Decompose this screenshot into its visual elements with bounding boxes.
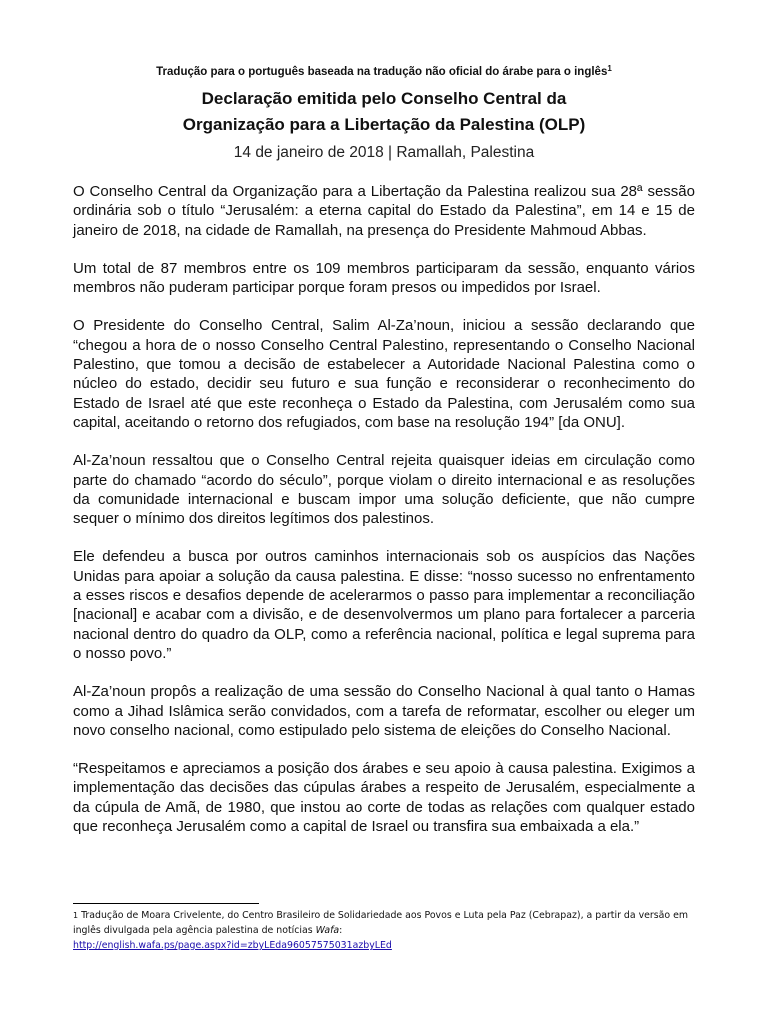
footnote (73, 908, 695, 953)
footnote-number: 1 (73, 911, 79, 920)
body-paragraph-6: Al-Za’noun propôs a realização de uma sessão do Conselho Nacional à qual tanto o Hamas como a Jihad Islâmica serão convidados, com a tarefa de reformatar, escolher ou eleger um novo conselho nacional, como estipulado pelo sistema de eleições do Conselho Nacional. (73, 683, 695, 739)
document-page (73, 64, 695, 855)
translation-note-text: Tradução para o português baseada na tradução não oficial do árabe para o inglês (156, 66, 608, 78)
dateline: 14 de janeiro de 2018 | Ramallah, Palestina (233, 144, 535, 161)
document-title-line-2: Organização para a Libertação da Palestina (OLP) (182, 115, 586, 134)
footnote-text-part-1: Tradução de Moara Crivelente, do Centro Brasileiro de Solidariedade aos Povos e Luta pela Paz (Cebrapaz), a partir da versão em inglês divulgada pela agência palestina de notícias (73, 910, 689, 936)
body-paragraph-3: O Presidente do Conselho Central, Salim Al-Za’noun, iniciou a sessão declarando que “chegou a hora de o nosso Conselho Central Palestino, representando o Conselho Nacional Palestino, que tomou a decisão de estabelecer a Autoridade Nacional Palestina como o núcleo do estado, decidir seu futuro e sua função e reconsiderar o reconhecimento do Estado de Israel até que este reconheça o Estado da Palestina, com Jerusalém como sua capital, aceitando o retorno dos refugiados, com base na resolução 194” [da ONU]. (73, 317, 695, 431)
body-paragraph-2: Um total de 87 membros entre os 109 membros participaram da sessão, enquanto vários membros não puderam participar porque foram presos ou impedidos por Israel. (73, 259, 695, 297)
body-paragraph-7: “Respeitamos e apreciamos a posição dos árabes e seu apoio à causa palestina. Exigimos a implementação das decisões das cúpulas árabes a respeito de Jerusalém, especialmente a da cúpula de Amã, de 1980, que instou ao corte de todas as relações com qualquer estado que reconheça Jerusalém como a capital de Israel ou transfira sua embaixada a ela.” (73, 760, 695, 836)
body-paragraph-4: Al-Za’noun ressaltou que o Conselho Central rejeita quaisquer ideias em circulação como parte do chamado “acordo do século”, porque violam o direito internacional e as resoluções da comunidade internacional e buscam impor uma solução deficiente, que não cumpre sequer o mínimo dos direitos legítimos dos palestinos. (73, 452, 695, 528)
footnote-divider (73, 903, 259, 904)
translation-note (73, 64, 695, 80)
body-paragraph-5: Ele defendeu a busca por outros caminhos internacionais sob os auspícios das Nações Unidas para apoiar a solução da causa palestina. E disse: “nosso sucesso no enfrentamento a esses riscos e desafios depende de acelerarmos o passo para implementar a reconciliação [nacional] e acabar com a divisão, e de desenvolvermos um plano para fortalecer a parceria nacional dentro do quadro da OLP, como a referência nacional, política e legal suprema para o nosso povo.” (73, 548, 695, 662)
document-title-line-1: Declaração emitida pelo Conselho Central da (201, 89, 567, 108)
footnote-source-link[interactable]: http://english.wafa.ps/page.aspx?id=zbyLEda96057575031azbyLEd (73, 940, 392, 951)
footnote-agency-name: Wafa (315, 925, 340, 936)
footnote-text-part-2: : (339, 925, 343, 936)
footnote-reference[interactable]: 1 (607, 64, 612, 73)
body-paragraph-1: O Conselho Central da Organização para a Libertação da Palestina realizou sua 28ª sessão ordinária sob o título “Jerusalém: a eterna capital do Estado da Palestina”, em 14 e 15 de janeiro de 2018, na cidade de Ramallah, na presença do Presidente Mahmoud Abbas. (73, 183, 695, 239)
